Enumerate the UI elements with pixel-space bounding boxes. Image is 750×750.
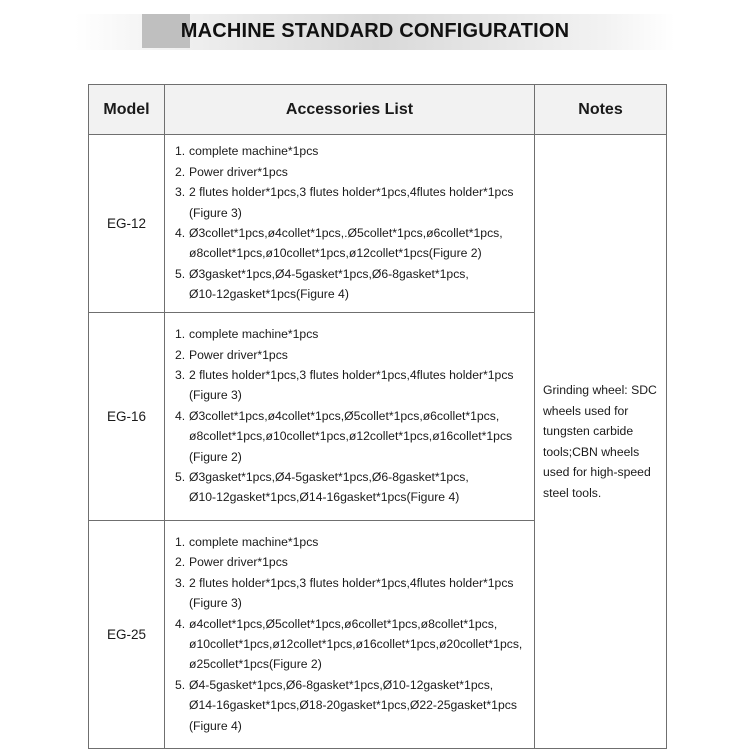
accessory-item xyxy=(175,467,528,508)
accessories-cell xyxy=(165,521,535,749)
item-number: 1. xyxy=(175,534,186,549)
item-text-continued: Ø10-12gasket*1pcs,Ø14-16gasket*1pcs(Figure 4) xyxy=(189,490,460,505)
column-header-model: Model xyxy=(89,85,165,135)
column-header-accessories: Accessories List xyxy=(165,85,535,135)
item-text: Power driver*1pcs xyxy=(189,347,288,362)
item-text: Ø3gasket*1pcs,Ø4-5gasket*1pcs,Ø6-8gasket*1pcs, xyxy=(189,266,469,281)
accessory-item xyxy=(175,614,528,675)
item-text-continued: Ø14-16gasket*1pcs,Ø18-20gasket*1pcs,Ø22-25gasket*1pcs xyxy=(189,698,517,713)
accessory-item xyxy=(175,264,528,305)
accessory-item xyxy=(175,324,528,344)
page-title: MACHINE STANDARD CONFIGURATION xyxy=(180,20,570,42)
item-text: 2 flutes holder*1pcs,3 flutes holder*1pcs,4flutes holder*1pcs xyxy=(189,575,514,590)
accessory-item xyxy=(175,141,528,161)
item-number: 1. xyxy=(175,327,186,342)
item-text-continued: (Figure 3) xyxy=(189,388,242,403)
item-number: 3. xyxy=(175,185,186,200)
accessory-item xyxy=(175,573,528,614)
item-number: 5. xyxy=(175,266,186,281)
accessory-item xyxy=(175,365,528,406)
item-text-continued: (Figure 4) xyxy=(189,718,242,733)
configuration-table xyxy=(88,84,667,749)
item-text-continued: Ø10-12gasket*1pcs(Figure 4) xyxy=(189,287,349,302)
item-text: Ø4-5gasket*1pcs,Ø6-8gasket*1pcs,Ø10-12gasket*1pcs, xyxy=(189,677,494,692)
item-number: 1. xyxy=(175,144,186,159)
table-row xyxy=(89,135,667,313)
accessory-item xyxy=(175,406,528,467)
accessories-cell xyxy=(165,135,535,313)
accessory-item xyxy=(175,345,528,365)
accessory-item xyxy=(175,552,528,572)
item-text: 2 flutes holder*1pcs,3 flutes holder*1pcs,4flutes holder*1pcs xyxy=(189,185,514,200)
accessory-item xyxy=(175,532,528,552)
item-number: 4. xyxy=(175,408,186,423)
table-header-row xyxy=(89,85,667,135)
item-text-continued: ø8collet*1pcs,ø10collet*1pcs,ø12collet*1pcs,ø16collet*1pcs xyxy=(189,429,513,444)
item-text: complete machine*1pcs xyxy=(189,327,319,342)
accessories-cell xyxy=(165,313,535,521)
item-text-continued: (Figure 2) xyxy=(189,449,242,464)
item-text: Power driver*1pcs xyxy=(189,555,288,570)
table-body xyxy=(89,135,667,749)
item-text-continued: (Figure 3) xyxy=(189,596,242,611)
item-text: ø4collet*1pcs,Ø5collet*1pcs,ø6collet*1pcs,ø8collet*1pcs, xyxy=(189,616,498,631)
item-text: Ø3collet*1pcs,ø4collet*1pcs,Ø5collet*1pcs,ø6collet*1pcs, xyxy=(189,408,500,423)
item-text-continued: (Figure 3) xyxy=(189,205,242,220)
item-text-continued: ø8collet*1pcs,ø10collet*1pcs,ø12collet*1pcs(Figure 2) xyxy=(189,246,482,261)
item-number: 3. xyxy=(175,575,186,590)
accessory-item xyxy=(175,182,528,223)
notes-cell: Grinding wheel: SDC wheels used for tungsten carbide tools;CBN wheels used for high-speed steel tools. xyxy=(535,135,667,749)
item-text: Ø3gasket*1pcs,Ø4-5gasket*1pcs,Ø6-8gasket*1pcs, xyxy=(189,470,469,485)
item-number: 2. xyxy=(175,555,186,570)
item-number: 3. xyxy=(175,367,186,382)
model-cell: EG-12 xyxy=(89,135,165,313)
item-number: 4. xyxy=(175,226,186,240)
item-number: 5. xyxy=(175,677,186,692)
column-header-notes: Notes xyxy=(535,85,667,135)
accessory-item xyxy=(175,675,528,736)
accessory-item xyxy=(175,223,528,264)
item-text: 2 flutes holder*1pcs,3 flutes holder*1pcs,4flutes holder*1pcs xyxy=(189,367,514,382)
item-number: 4. xyxy=(175,616,186,631)
accessory-item xyxy=(175,162,528,182)
item-text: Power driver*1pcs xyxy=(189,164,288,179)
model-cell: EG-25 xyxy=(89,521,165,749)
item-text: Ø3collet*1pcs,ø4collet*1pcs,.Ø5collet*1pcs,ø6collet*1pcs, xyxy=(189,226,503,240)
item-text-continued: ø10collet*1pcs,ø12collet*1pcs,ø16collet*1pcs,ø20collet*1pcs, xyxy=(189,637,523,651)
item-number: 2. xyxy=(175,347,186,362)
item-text-continued: ø25collet*1pcs(Figure 2) xyxy=(189,657,322,672)
item-number: 2. xyxy=(175,164,186,179)
item-text: complete machine*1pcs xyxy=(189,144,319,159)
model-cell: EG-16 xyxy=(89,313,165,521)
item-text: complete machine*1pcs xyxy=(189,534,319,549)
item-number: 5. xyxy=(175,470,186,485)
